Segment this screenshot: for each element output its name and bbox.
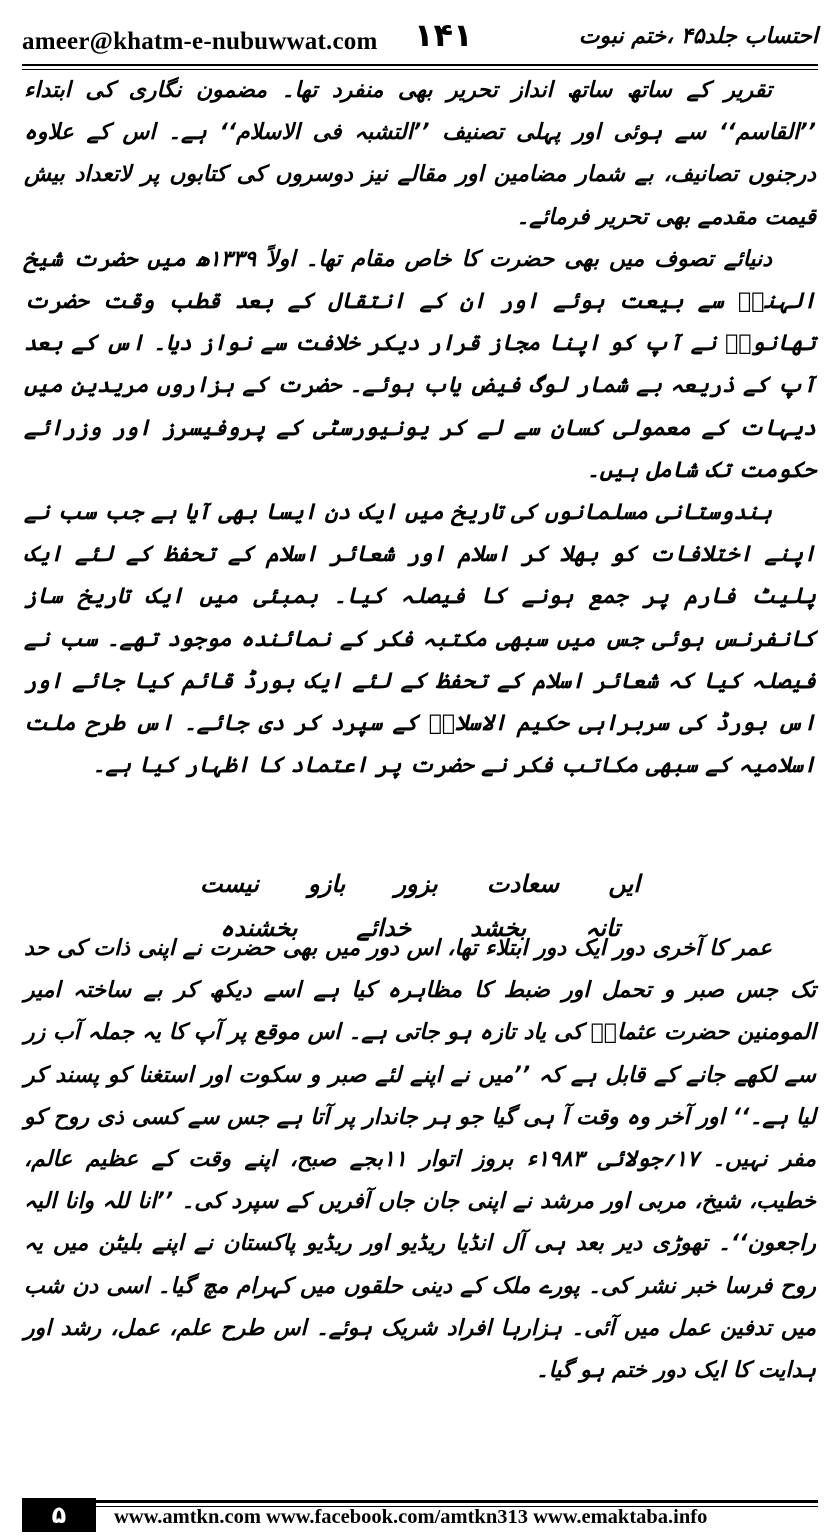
page-number: ۱۴۱: [414, 16, 473, 54]
page-footer: [22, 1490, 818, 1532]
verse-line-1: [200, 862, 640, 906]
verse-word: تانہ: [585, 914, 620, 942]
paragraph: ہندوستانی مسلمانوں کی تاریخ میں ایک دن ایسا بھی آیا ہے جب سب نے اپنے اختلافات کو بھلا کر اسلام اور شعائر اسلام کے تحفظ کے لئے ایک پلیٹ فارم پر جمع ہونے کا فیصلہ کیا۔ بمبئی میں ایک تاریخ ساز کانفرنس ہوئی جس میں سبھی مکتبہ فکر کے نمائندہ موجود تھے۔ سب نے فیصلہ کیا کہ شعائر اسلام کے تحفظ کے لئے ایک بورڈ قائم کیا جائے اور اس بورڈ کی سربراہی حکیم الاسلامؒ کے سپرد کر دی جائے۔ اس طرح ملت اسلامیہ کے سبھی مکاتب فکر نے حضرت پر اعتماد کا اظہار کیا ہے۔: [24, 500, 816, 779]
header-divider: [22, 64, 818, 66]
verse-word: بخشد: [470, 914, 527, 942]
footer-number-badge: ۵: [22, 1498, 96, 1532]
verse-word: بازو: [308, 870, 346, 898]
verse-word: بزور: [394, 870, 438, 898]
body-text-bottom: [24, 928, 816, 1392]
header-email[interactable]: ameer@khatm-e-nubuwwat.com: [22, 28, 378, 55]
verse-word: بخشندہ: [220, 914, 298, 942]
header-title: احتساب جلد۴۵ ،ختم نبوت: [578, 24, 818, 49]
footer-divider: [22, 1500, 818, 1503]
verse-word: ایں: [608, 870, 640, 898]
verse-word: سعادت: [486, 870, 560, 898]
verse-word: نیست: [200, 870, 259, 898]
paragraph: دنیائے تصوف میں بھی حضرت کا خاص مقام تھا۔ اولاً ۱۳۳۹ھ میں حضرت شیخ الہندؒ سے بیعت ہوئے اور ان کے انتقال کے بعد قطب وقت حضرت تھانویؒ نے آپ کو اپنا مجاز قرار دیکر خلافت سے نواز دیا۔ اس کے بعد آپ کے ذریعہ بے شمار لوگ فیض یاب ہوئے۔ حضرت کے ہزاروں مریدین میں دیہات کے معمولی کسان سے لے کر یونیورسٹی کے پروفیسرز اور وزرائے حکومت تک شامل ہیں۔: [24, 246, 816, 483]
body-text-top: [24, 70, 816, 787]
footer-links[interactable]: www.amtkn.com www.facebook.com/amtkn313 www.emaktaba.info: [114, 1506, 708, 1528]
paragraph: تقریر کے ساتھ ساتھ انداز تحریر بھی منفرد تھا۔ مضمون نگاری کی ابتداء ’’القاسم‘‘ سے ہوئی اور پہلی تصنیف ’’التشبہ فی الاسلام‘‘ ہے۔ اس کے علاوہ درجنوں تصانیف، بے شمار مضامین اور مقالے نیز دوسروں کی کتابوں پر لاتعداد بیش قیمت مقدمے بھی تحریر فرمائے۔: [24, 78, 816, 230]
page-header: [22, 10, 818, 62]
verse-word: خدائے: [356, 914, 412, 942]
paragraph: عمر کا آخری دور ایک دور ابتلاء تھا، اس دور میں بھی حضرت نے اپنی ذات کی حد تک جس صبر و تحمل اور ضبط کا مظاہرہ کیا ہے اسے دیکھ کر بے ساختہ امیر المومنین حضرت عثمانؓ کی یاد تازہ ہو جاتی ہے۔ اس موقع پر آپ کا یہ جملہ آب زر سے لکھے جانے کے قابل ہے کہ ’’میں نے اپنے لئے صبر و سکوت اور استغنا کو پسند کر لیا ہے۔‘‘ اور آخر وہ وقت آ ہی گیا جو ہر جاندار پر آتا ہے جس سے کسی ذی روح کو مفر نہیں۔ ۱۷؍جولائی ۱۹۸۳ء بروز اتوار ۱۱بجے صبح، اپنے وقت کے عظیم عالم، خطیب، شیخ، مربی اور مرشد نے اپنی جان جاں آفریں کے سپرد کی۔ ’’انا للہ وانا الیہ راجعون‘‘۔ تھوڑی دیر بعد ہی آل انڈیا ریڈیو اور ریڈیو پاکستان نے اپنے بلیٹن میں یہ روح فرسا خبر نشر کی۔ پورے ملک کے دینی حلقوں میں کہرام مچ گیا۔ اسی دن شب میں تدفین عمل میں آئی۔ ہزارہا افراد شریک ہوئے۔ اس طرح علم، عمل، رشد اور ہدایت کا ایک دور ختم ہو گیا۔: [24, 936, 816, 1384]
